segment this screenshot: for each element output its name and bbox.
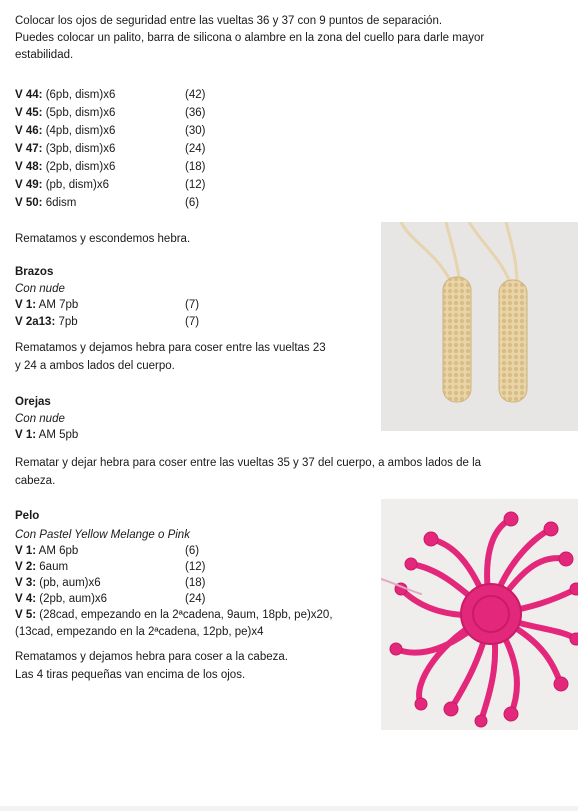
round-row: V 3: (pb, aum)x6 (18)	[15, 576, 206, 589]
page-bottom-edge	[0, 806, 578, 811]
round-row: V 1: AM 5pb	[15, 429, 79, 441]
round-row: V 45: (5pb, dism)x6 (36)	[15, 106, 206, 119]
section-title: Brazos	[15, 266, 54, 278]
ears-section	[15, 395, 375, 444]
round-row: V 1: AM 7pb (7)	[15, 299, 200, 311]
round-row: V 49: (pb, dism)x6 (12)	[15, 178, 206, 191]
hair-note: Rematamos y dejamos hebra para coser a la cabeza.	[15, 651, 288, 663]
ears-note: Rematar y dejar hebra para coser entre las vueltas 35 y 37 del cuerpo, a ambos lados de la cabeza.	[15, 457, 482, 487]
intro-text	[15, 14, 565, 63]
round-row: V 48: (2pb, dism)x6 (18)	[15, 160, 206, 173]
round-row: V 4: (2pb, aum)x6 (24)	[15, 592, 206, 605]
round-row: V 46: (4pb, dism)x6 (30)	[15, 124, 206, 137]
yarn-color: Con nude	[15, 283, 65, 295]
yarn-color: Con Pastel Yellow Melange o Pink	[15, 529, 190, 541]
crochet-arms-illustration	[381, 222, 578, 431]
finish-note: Rematamos y escondemos hebra.	[15, 233, 191, 245]
section-title: Pelo	[15, 510, 40, 522]
arms-section	[15, 265, 375, 374]
section-title: Orejas	[15, 396, 51, 408]
round-row: V 1: AM 6pb (6)	[15, 544, 200, 557]
intro-line: Puedes colocar un palito, barra de silicona o alambre en la zona del cuello para darle mayor	[15, 32, 485, 44]
hair-section	[15, 509, 380, 683]
hair-photo	[381, 499, 578, 730]
round-row: V 2: 6aum (12)	[15, 560, 206, 573]
round-row: V 2a13: 7pb (7)	[15, 316, 200, 328]
round-row: V 44: (6pb, dism)x6 (42)	[15, 88, 206, 101]
head-round-list	[15, 86, 225, 212]
yarn-color: Con nude	[15, 413, 65, 425]
arms-photo	[381, 222, 578, 431]
arms-note: Rematamos y dejamos hebra para coser entre las vueltas 23	[15, 342, 326, 354]
arms-note: y 24 a ambos lados del cuerpo.	[15, 360, 175, 372]
round-row: V 50: 6dism (6)	[15, 196, 200, 209]
intro-line: Colocar los ojos de seguridad entre las vueltas 36 y 37 con 9 puntos de separación.	[15, 15, 443, 27]
round-row: V 5: (28cad, empezando en la 2ªcadena, 9aum, 18pb, pe)x20,	[15, 609, 333, 621]
crochet-hair-illustration	[381, 499, 578, 730]
hair-note: Las 4 tiras pequeñas van encima de los ojos.	[15, 669, 246, 681]
round-row: V 47: (3pb, dism)x6 (24)	[15, 142, 206, 155]
intro-line: estabilidad.	[15, 49, 74, 61]
round-row-continued: (13cad, empezando en la 2ªcadena, 12pb, pe)x4	[15, 626, 264, 638]
